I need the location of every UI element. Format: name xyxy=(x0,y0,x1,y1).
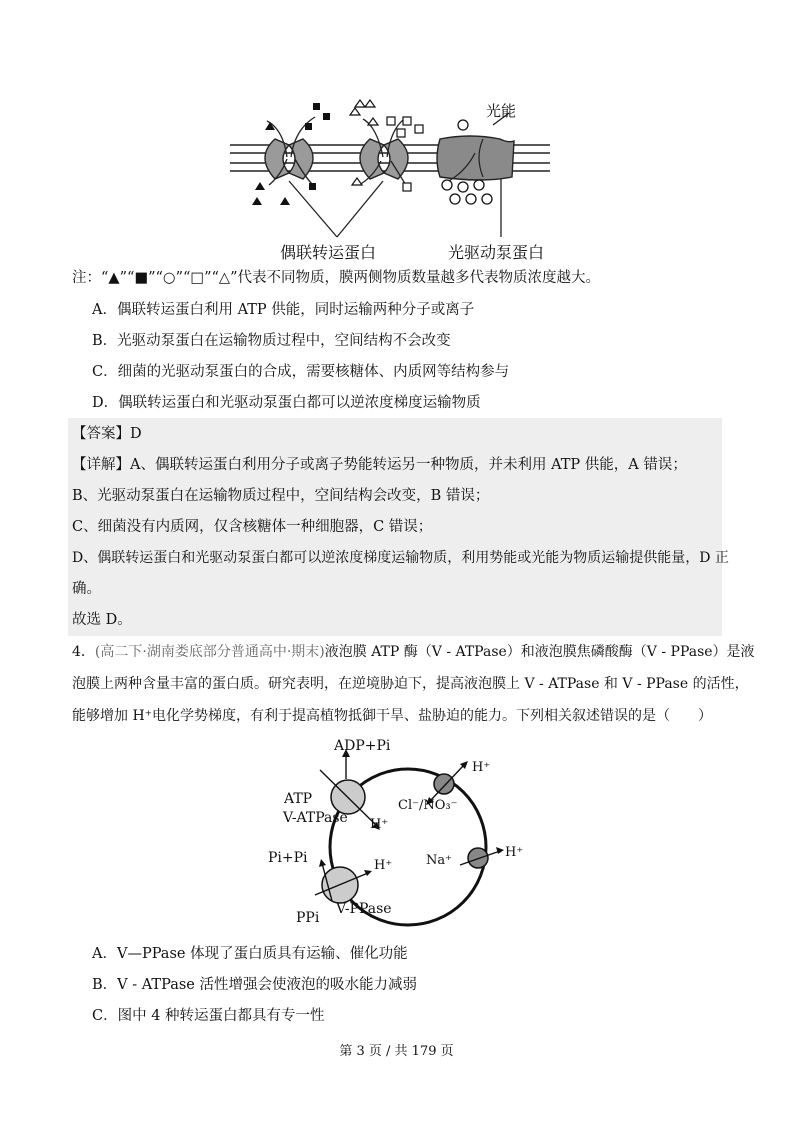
sodium-label: Na⁺ xyxy=(426,853,452,868)
h-ion-label-2: H⁺ xyxy=(472,760,491,775)
ppi-label: PPi xyxy=(296,910,320,926)
q4-stem-text-1: 液泡膜 ATP 酶（V - ATPase）和液泡膜焦磷酸酶（V - PPase）是液 xyxy=(324,644,755,660)
detail-line-4: D、偶联转运蛋白和光驱动泵蛋白都可以逆浓度梯度运输物质，利用势能或光能为物质运输提供能量，D 正 xyxy=(72,550,729,566)
q4-number: 4． xyxy=(72,644,95,660)
coupled-transporter-1 xyxy=(265,139,313,179)
q3-option-d: D．偶联转运蛋白和光驱动泵蛋白都可以逆浓度梯度运输物质 xyxy=(92,395,481,411)
q3-option-b: B．光驱动泵蛋白在运输物质过程中，空间结构不会改变 xyxy=(92,333,451,349)
q4-stem-line-2: 泡膜上两种含量丰富的蛋白质。研究表明，在逆境胁迫下，提高液泡膜上 V - ATPase 和 V - PPase 的活性， xyxy=(72,676,749,692)
detail-line-1: 【详解】A、偶联转运蛋白利用分子或离子势能转运另一种物质，并未利用 ATP 供能，A 错误； xyxy=(72,457,687,473)
h-ion-label-4: H⁺ xyxy=(374,858,393,873)
detail-line-5: 确。 xyxy=(72,581,101,597)
q4-option-a: A．V—PPase 体现了蛋白质具有运输、催化功能 xyxy=(92,946,408,962)
light-energy-label: 光能 xyxy=(486,102,517,120)
anion-transporter xyxy=(434,774,454,794)
q4-option-b: B．V - ATPase 活性增强会使液泡的吸水能力减弱 xyxy=(92,977,417,993)
light-pump-protein xyxy=(437,136,514,180)
answer-line: 【答案】D xyxy=(72,426,142,442)
v-ppase-label: V-PPase xyxy=(336,901,392,917)
h-ion-label-3: H⁺ xyxy=(505,845,524,860)
vacuole-figure xyxy=(260,735,550,935)
q4-stem-line-3: 能够增加 H⁺电化学势梯度，有利于提高植物抵御干旱、盐胁迫的能力。下列相关叙述错误的是（ ） xyxy=(72,708,713,724)
light-pump-label: 光驱动泵蛋白 xyxy=(448,243,545,262)
page-footer: 第 3 页 / 共 179 页 xyxy=(339,1044,454,1059)
detail-line-2: B、光驱动泵蛋白在运输物质过程中，空间结构会改变，B 错误； xyxy=(72,488,490,504)
detail-line-3: C、细菌没有内质网，仅含核糖体一种细胞器，C 错误； xyxy=(72,519,433,535)
atp-label: ATP xyxy=(284,791,313,807)
q4-source: (高二下·湖南娄底部分普通高中·期末) xyxy=(94,644,325,660)
coupled-transporter-label: 偶联转运蛋白 xyxy=(280,243,377,262)
q3-option-c: C．细菌的光驱动泵蛋白的合成，需要核糖体、内质网等结构参与 xyxy=(92,364,510,380)
anion-label: Cl⁻/NO₃⁻ xyxy=(398,798,458,813)
coupled-transporter-2 xyxy=(360,139,408,179)
q3-option-a: A．偶联转运蛋白利用 ATP 供能，同时运输两种分子或离子 xyxy=(92,302,475,318)
q4-stem-line-1 xyxy=(72,642,755,662)
detail-line-6: 故选 D。 xyxy=(72,612,132,628)
adp-pi-label: ADP+Pi xyxy=(334,738,391,754)
pi-pi-label: Pi+Pi xyxy=(268,850,308,866)
figure-note: 注：“▲”“■”“○”“□”“△”代表不同物质，膜两侧物质数量越多代表物质浓度越大。 xyxy=(72,270,600,286)
q4-option-c: C．图中 4 种转运蛋白都具有专一性 xyxy=(92,1008,325,1024)
v-atpase-label: V-ATPase xyxy=(283,810,348,826)
h-ion-label-1: H⁺ xyxy=(370,817,389,832)
